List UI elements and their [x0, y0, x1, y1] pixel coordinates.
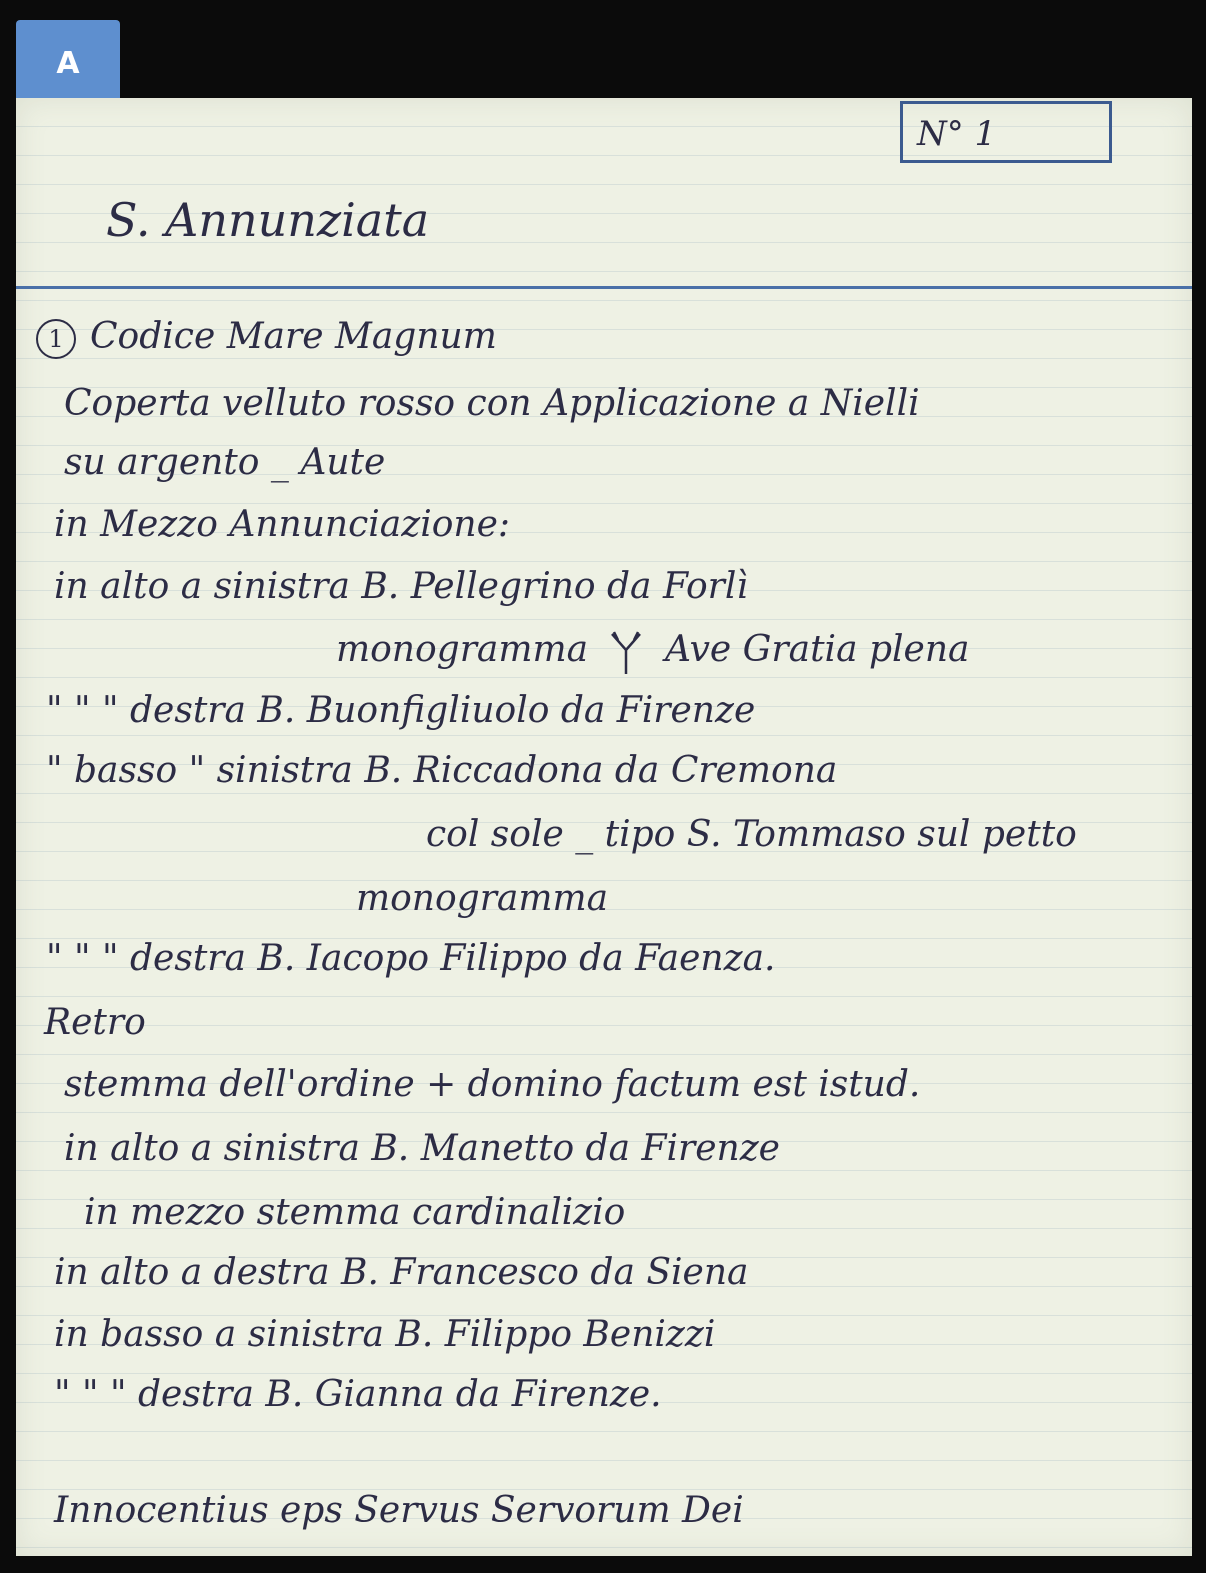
text-line: su argento _ Aute — [64, 442, 386, 483]
text-line: Coperta velluto rosso con Applicazione a Nielli — [64, 383, 920, 424]
text-line: in Mezzo Annunciazione: — [54, 504, 511, 545]
line-ave-gratia: Ave Gratia plena — [665, 629, 970, 670]
card-title: S. Annunziata — [106, 193, 430, 247]
tab-letter: A — [56, 46, 80, 81]
text-line: " " " destra B. Buonfigliuolo da Firenze — [46, 690, 756, 731]
text-line: in alto a sinistra B. Manetto da Firenze — [64, 1128, 780, 1169]
text-line: in alto a destra B. Francesco da Siena — [54, 1252, 749, 1293]
text-line — [336, 628, 969, 676]
text-line — [36, 316, 497, 359]
text-line: monogramma — [356, 878, 609, 919]
text-line: in alto a sinistra B. Pellegrino da Forlì — [54, 566, 748, 607]
text-line: " " " destra B. Iacopo Filippo da Faenza. — [46, 938, 776, 979]
monogram-icon — [604, 628, 650, 676]
line-codice: Codice Mare Magnum — [90, 316, 497, 357]
index-card — [16, 98, 1192, 1556]
text-line: " basso " sinistra B. Riccadona da Cremona — [46, 750, 838, 791]
index-tab — [16, 20, 120, 100]
text-line: Innocentius eps Servus Servorum Dei — [54, 1490, 744, 1531]
title-divider — [16, 286, 1192, 289]
text-line: in basso a sinistra B. Filippo Benizzi — [54, 1314, 716, 1355]
circled-number: 1 — [36, 319, 76, 359]
line-monogramma: monogramma — [336, 629, 589, 670]
text-line: in mezzo stemma cardinalizio — [84, 1192, 626, 1233]
text-line: stemma dell'ordine + domino factum est istud. — [64, 1064, 921, 1105]
number-box — [900, 101, 1112, 163]
card-number: N° 1 — [917, 114, 997, 154]
text-line: Retro — [44, 1002, 146, 1043]
text-line: col sole _ tipo S. Tommaso sul petto — [426, 814, 1077, 855]
text-line: " " " destra B. Gianna da Firenze. — [54, 1374, 662, 1415]
